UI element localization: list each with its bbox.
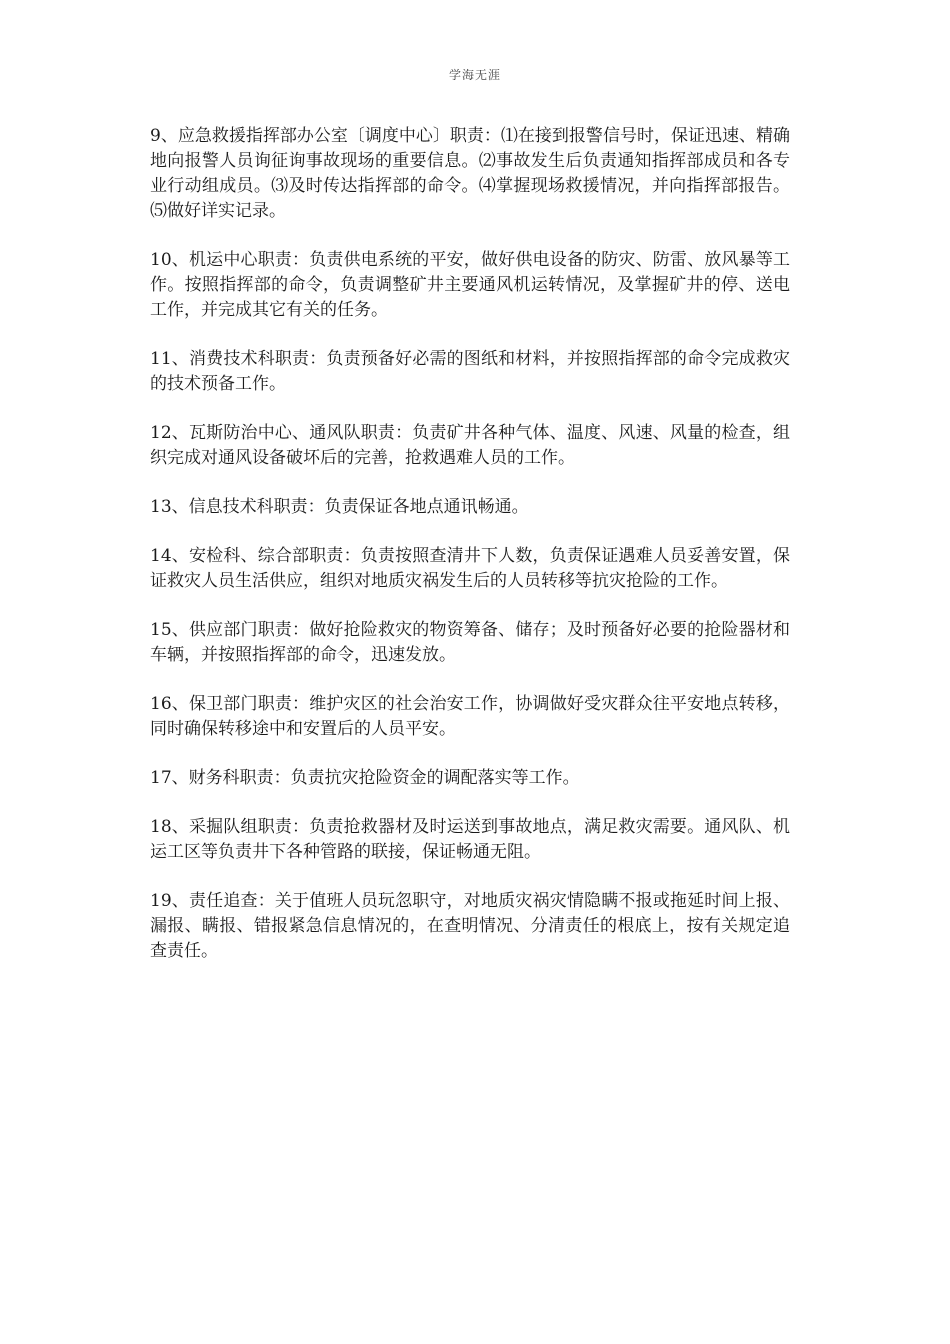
paragraph-15: 15、供应部门职责：做好抢险救灾的物资筹备、储存；及时预备好必要的抢险器材和车辆，并按照指挥部的命令，迅速发放。 <box>150 620 790 665</box>
paragraph-11: 11、消费技术科职责：负责预备好必需的图纸和材料，并按照指挥部的命令完成救灾的技术预备工作。 <box>150 349 790 394</box>
paragraph-10: 10、机运中心职责：负责供电系统的平安，做好供电设备的防灾、防雷、放风暴等工作。按照指挥部的命令，负责调整矿井主要通风机运转情况，及掌握矿井的停、送电工作，并完成其它有关的任务。 <box>150 250 790 320</box>
document-body <box>150 124 790 988</box>
paragraph-18: 18、采掘队组职责：负责抢救器材及时运送到事故地点，满足救灾需要。通风队、机运工区等负责井下各种管路的联接，保证畅通无阻。 <box>150 817 790 862</box>
paragraph-12: 12、瓦斯防治中心、通风队职责：负责矿井各种气体、温度、风速、风量的检查，组织完成对通风设备破坏后的完善，抢救遇难人员的工作。 <box>150 423 790 468</box>
paragraph-17: 17、财务科职责：负责抗灾抢险资金的调配落实等工作。 <box>150 768 580 788</box>
paragraph-13: 13、信息技术科职责：负责保证各地点通讯畅通。 <box>150 497 529 517</box>
paragraph-16: 16、保卫部门职责：维护灾区的社会治安工作，协调做好受灾群众往平安地点转移，同时确保转移途中和安置后的人员平安。 <box>150 694 790 739</box>
page-header: 学海无涯 <box>448 68 501 82</box>
paragraph-14: 14、安检科、综合部职责：负责按照查清井下人数，负责保证遇难人员妥善安置，保证救灾人员生活供应，组织对地质灾祸发生后的人员转移等抗灾抢险的工作。 <box>150 546 790 591</box>
paragraph-19: 19、责任追查：关于值班人员玩忽职守，对地质灾祸灾情隐瞒不报或拖延时间上报、漏报、瞒报、错报紧急信息情况的，在查明情况、分清责任的根底上，按有关规定追查责任。 <box>150 891 790 961</box>
paragraph-9: 9、应急救援指挥部办公室〔调度中心〕职责：⑴在接到报警信号时，保证迅速、精确地向报警人员询征询事故现场的重要信息。⑵事故发生后负责通知指挥部成员和各专业行动组成员。⑶及时传达指挥部的命令。⑷掌握现场救援情况，并向指挥部报告。⑸做好详实记录。 <box>150 126 790 221</box>
